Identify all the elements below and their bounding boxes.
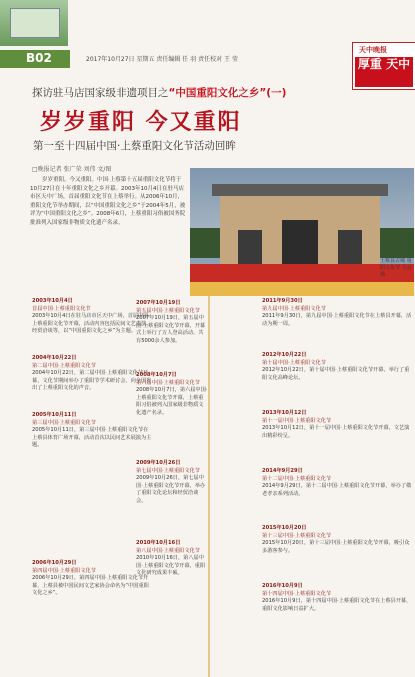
entry-body: 2009年10月26日，第七届中国·上蔡重阳文化节开幕，举办了重阳文化论坛和经贸洽谈会。	[136, 475, 206, 504]
entry-body: 2004年10月22日，第二届中国·上蔡重阳文化节开幕，文化节期间举办了重阳节学术研讨会，向全国发出了上蔡重阳文化的声音。	[32, 370, 152, 392]
entry-date: 2006年10月29日	[32, 560, 77, 566]
header-meta: 2017年10月27日 星期五 责任编辑 任 羽 责任校对 王 莹	[86, 56, 238, 63]
timeline-entry	[32, 412, 152, 450]
timeline-entry	[32, 560, 152, 598]
entry-title: 第九届中国·上蔡重阳文化节	[262, 305, 326, 312]
entry-title: 第七届中国·上蔡重阳文化节	[136, 467, 200, 474]
entry-date: 2007年10月19日	[136, 300, 181, 306]
page-code: B02	[26, 51, 52, 65]
kicker-pre: 探访驻马店国家级非遗项目之	[32, 87, 169, 99]
entry-date: 2012年10月22日	[262, 352, 307, 358]
subtitle: 第一至十四届中国·上蔡重阳文化节活动回眸	[33, 140, 236, 152]
kicker-highlight: “中国重阳文化之乡”(一)	[168, 87, 287, 99]
main-title: 岁岁重阳 今又重阳	[40, 109, 242, 135]
byline: □晚报记者 张广荣 刘伟 文/图	[32, 166, 112, 173]
timeline-entry	[32, 298, 152, 336]
entry-date: 2014年9月29日	[262, 468, 303, 474]
entry-date: 2016年10月9日	[262, 583, 303, 589]
photo-archway	[220, 190, 380, 272]
column-masthead	[352, 42, 415, 90]
entry-body: 2005年10月11日，第三届中国·上蔡重阳文化节在上蔡县体育广场开幕，活动首次以民间艺术展演为主题。	[32, 427, 152, 449]
entry-title: 第十一届中国·上蔡重阳文化节	[262, 417, 332, 424]
lead-column-1: 岁岁重阳，今又重阳。中国·上蔡第十五届重阳文化节将于10月27日在十年重阳文化之乡开幕。2003年10月4日在驻马店市区天中广场，首届重阳文化节在上蔡举行。从2006年10月，重阳文化节举办期间，以“中国重阳文化之乡”于2004年5月，被评为“中国重阳文化之乡”。2008年6月，上蔡重阳习俗被国务院批准列入国家级非物质文化遗产名录。	[30, 177, 186, 226]
stage-floor	[190, 282, 414, 296]
entry-body: 2003年10月4日在驻马店市区天中广场，首届中国·上蔡重阳文化节开幕，活动内容包括民间文艺表演、经贸洽谈等，以“中国重阳文化之乡”为主题。	[32, 313, 152, 335]
entry-body: 2014年9月29日，第十二届中国·上蔡重阳文化节开幕，举办了敬老孝亲系列活动。	[262, 483, 412, 497]
timeline-entry	[136, 460, 208, 506]
entry-date: 2013年10月12日	[262, 410, 307, 416]
entry-body: 2007年10月19日，第五届中国·上蔡重阳文化节开幕，开幕式上举行了万人登高活动，共有5000余人参加。	[136, 315, 206, 344]
entry-title: 第三届中国·上蔡重阳文化节	[32, 419, 96, 426]
entry-body: 2015年10月20日，第十三届中国·上蔡重阳文化节开幕，吸引众多游客参与。	[262, 540, 410, 554]
entry-date: 2011年9月30日	[262, 298, 303, 304]
masthead-main: 厚重 天中	[355, 57, 413, 87]
entry-title: 首届中国·上蔡重阳文化节	[32, 305, 91, 312]
entry-title: 第十届中国·上蔡重阳文化节	[262, 359, 326, 366]
entry-date: 2009年10月26日	[136, 460, 181, 466]
timeline-entry	[262, 583, 414, 613]
entry-date: 2003年10月4日	[32, 298, 73, 304]
entry-body: 2006年10月29日，第四届中国·上蔡重阳文化节开幕，上蔡县被中国民间文艺家协会命名为“中国重阳文化之乡”。	[32, 575, 149, 597]
timeline-entry	[32, 355, 152, 393]
entry-date: 2005年10月11日	[32, 412, 77, 418]
entry-date: 2008年10月7日	[136, 372, 177, 378]
entry-date: 2015年10月20日	[262, 525, 307, 531]
timeline-entry	[136, 540, 208, 578]
entry-title: 第二届中国·上蔡重阳文化节	[32, 362, 96, 369]
timeline-entry	[262, 352, 414, 382]
entry-body: 2013年10月12日，第十一届中国·上蔡重阳文化节开幕，文艺演出精彩纷呈。	[262, 425, 410, 439]
timeline-entry	[136, 300, 208, 346]
entry-body: 2008年10月7日，第六届中国·上蔡重阳文化节开幕，上蔡重阳习俗被列入国家级非物质文化遗产名录。	[136, 387, 208, 416]
entry-body: 2012年10月22日，第十届中国·上蔡重阳文化节开幕，举行了重阳文化高峰论坛。	[262, 367, 410, 381]
photo-caption: 上蔡县古城 重阳文化节 主会场	[380, 258, 412, 278]
timeline-entry	[262, 410, 414, 440]
entry-title: 第十三届中国·上蔡重阳文化节	[262, 532, 332, 539]
timeline-divider	[208, 296, 210, 677]
kicker	[32, 85, 286, 100]
entry-title: 第六届中国·上蔡重阳文化节	[136, 379, 200, 386]
archway-roof	[212, 184, 388, 196]
entry-title: 第十四届中国·上蔡重阳文化节	[262, 590, 332, 597]
top-thumbnail-image	[0, 0, 68, 46]
timeline-entry	[262, 298, 414, 328]
entry-body: 2011年9月30日，第九届中国·上蔡重阳文化节在上蔡县开幕，活动为期一周。	[262, 313, 412, 327]
entry-date: 2010年10月16日	[136, 540, 181, 546]
timeline-entry	[262, 468, 414, 498]
thumbnail-tile	[10, 8, 60, 38]
timeline-entry	[262, 525, 414, 555]
entry-title: 第四届中国·上蔡重阳文化节	[32, 567, 96, 574]
entry-body: 2016年10月9日，第十四届中国·上蔡重阳文化节在上蔡县开幕，重阳文化影响日益扩大。	[262, 598, 412, 612]
entry-title: 第五届中国·上蔡重阳文化节	[136, 307, 200, 314]
entry-title: 第八届中国·上蔡重阳文化节	[136, 547, 200, 554]
entry-date: 2004年10月22日	[32, 355, 77, 361]
entry-body: 2010年10月16日，第八届中国·上蔡重阳文化节开幕，重阳文化研究成果丰硕。	[136, 555, 206, 577]
timeline-entry	[136, 372, 208, 418]
entry-title: 第十二届中国·上蔡重阳文化节	[262, 475, 332, 482]
masthead-small: 天中晚报	[359, 46, 387, 54]
